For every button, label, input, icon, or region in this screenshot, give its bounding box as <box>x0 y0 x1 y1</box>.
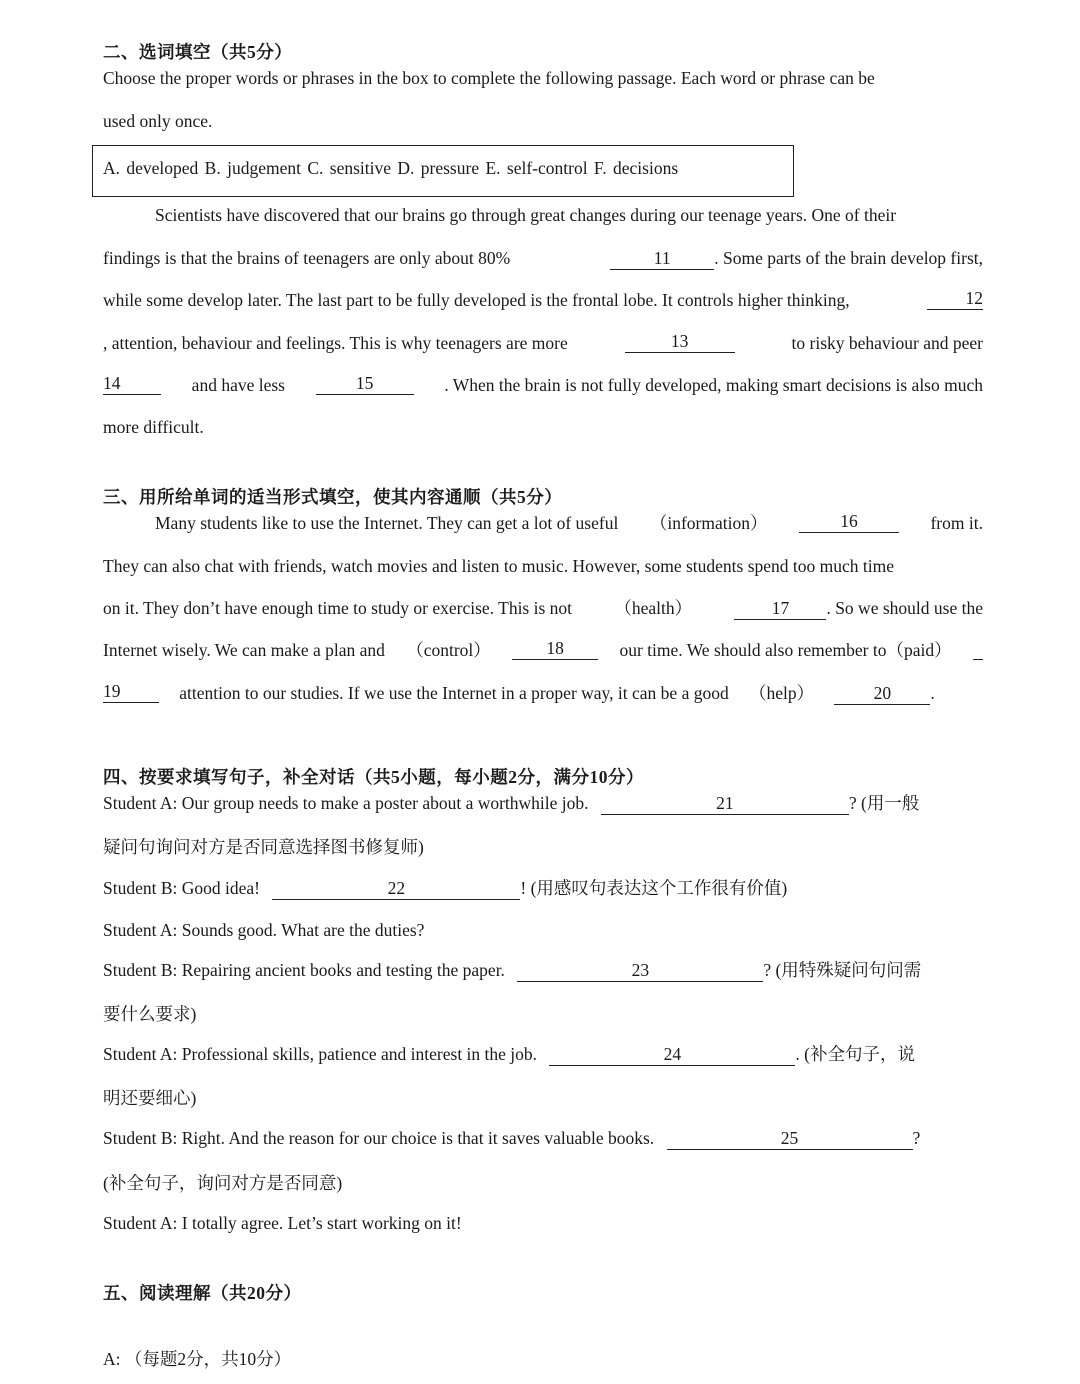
dialogue-line <box>103 791 983 815</box>
passage-line <box>103 373 983 397</box>
section-3-heading: 三、用所给单词的适当形式填空，使其内容通顺（共5分） <box>103 487 563 507</box>
blank-19-start[interactable] <box>973 638 983 660</box>
passage-text: while some develop later. The last part to be fully developed is the frontal lobe. It controls higher thinking, <box>103 290 850 310</box>
passage-line <box>103 246 983 270</box>
passage-text: . Some parts of the brain develop first, <box>714 248 983 268</box>
dialogue-hint-cont: 疑问句询问对方是否同意选择图书修复师) <box>103 837 424 857</box>
blank-15[interactable]: 15 <box>316 373 414 395</box>
passage-text: from it. <box>930 513 983 533</box>
blank-24[interactable]: 24 <box>549 1044 795 1066</box>
word-hint: （help） <box>748 683 815 703</box>
passage-text: on it. They don’t have enough time to study or exercise. This is not <box>103 598 573 618</box>
word-box-options: A. developed B. judgement C. sensitive D. pressure E. self-control F. decisions <box>103 158 679 178</box>
passage-line: They can also chat with friends, watch movies and listen to music. However, some students spend too much time <box>103 556 895 576</box>
dialogue-hint-cont: 明还要细心) <box>103 1088 197 1108</box>
passage-text: attention to our studies. If we use the Internet in a proper way, it can be a good <box>179 683 729 703</box>
passage-text: . When the brain is not fully developed, making smart decisions is also much <box>444 375 983 395</box>
blank-20[interactable]: 20 <box>834 683 930 705</box>
blank-14[interactable]: 14 <box>103 373 161 395</box>
blank-21[interactable]: 21 <box>601 793 849 815</box>
blank-16[interactable]: 16 <box>799 511 899 533</box>
dialogue-line <box>103 1042 983 1066</box>
dialogue-text: Student A: Professional skills, patience and interest in the job. <box>103 1044 538 1064</box>
passage-text: findings is that the brains of teenagers are only about 80% <box>103 248 511 268</box>
passage-text: , attention, behaviour and feelings. This is why teenagers are more <box>103 333 568 353</box>
dialogue-hint-cont: (补全句子，询问对方是否同意) <box>103 1173 343 1193</box>
dialogue-text: Student B: Right. And the reason for our choice is that it saves valuable books. <box>103 1128 655 1148</box>
word-hint: （control） <box>406 640 491 660</box>
section-2-instruction-cont: used only once. <box>103 111 213 131</box>
passage-line <box>103 681 983 705</box>
dialogue-text: Student B: Good idea! <box>103 878 260 898</box>
word-box <box>92 145 794 197</box>
passage-line <box>103 596 983 620</box>
blank-12[interactable]: 12 <box>927 288 983 310</box>
dialogue-line <box>103 876 983 900</box>
passage-line <box>103 331 983 355</box>
dialogue-line: Student A: I totally agree. Let’s start working on it! <box>103 1213 462 1233</box>
dialogue-hint: . (补全句子，说 <box>795 1044 915 1064</box>
passage-text: to risky behaviour and peer <box>791 333 983 353</box>
dialogue-hint: ? <box>912 1128 921 1148</box>
blank-23[interactable]: 23 <box>517 960 763 982</box>
dialogue-line <box>103 1126 983 1150</box>
blank-25[interactable]: 25 <box>667 1128 913 1150</box>
dialogue-line <box>103 958 983 982</box>
passage-text: Internet wisely. We can make a plan and <box>103 640 385 660</box>
section-2-heading: 二、选词填空（共5分） <box>103 42 293 62</box>
passage-text: Many students like to use the Internet. They can get a lot of useful <box>155 513 619 533</box>
passage-line <box>103 638 983 662</box>
passage-line <box>103 288 983 312</box>
dialogue-text: Student A: Our group needs to make a poster about a worthwhile job. <box>103 793 589 813</box>
blank-13[interactable]: 13 <box>625 331 735 353</box>
passage-text: and have less <box>191 375 285 395</box>
section-5-heading: 五、阅读理解（共20分） <box>103 1283 302 1303</box>
passage-line: Scientists have discovered that our brains go through great changes during our teenage years. One of their <box>155 205 897 225</box>
dialogue-text: Student B: Repairing ancient books and testing the paper. <box>103 960 505 980</box>
blank-18[interactable]: 18 <box>512 638 598 660</box>
dialogue-hint: ! (用感叹句表达这个工作很有价值) <box>520 878 788 898</box>
dialogue-hint: ? (用特殊疑问句问需 <box>763 960 922 980</box>
passage-text: . So we should use the <box>826 598 983 618</box>
dialogue-hint: ? (用一般 <box>848 793 920 813</box>
section-4-heading: 四、按要求填写句子，补全对话（共5小题，每小题2分，满分10分） <box>103 767 644 787</box>
passage-line: more difficult. <box>103 417 204 437</box>
blank-22[interactable]: 22 <box>272 878 520 900</box>
blank-11[interactable]: 11 <box>610 248 714 270</box>
passage-text: . <box>930 683 935 703</box>
word-hint: （health） <box>614 598 693 618</box>
section-5-part-a: A: （每题2分，共10分） <box>103 1349 292 1369</box>
blank-19[interactable]: 19 <box>103 681 159 703</box>
passage-text: our time. We should also remember to（paid） <box>619 640 952 660</box>
section-2-instruction: Choose the proper words or phrases in the box to complete the following passage. Each word or phrase can be <box>103 68 875 88</box>
word-hint: （information） <box>649 513 768 533</box>
blank-17[interactable]: 17 <box>734 598 826 620</box>
dialogue-line: Student A: Sounds good. What are the duties? <box>103 920 425 940</box>
passage-line <box>155 511 983 535</box>
dialogue-hint-cont: 要什么要求) <box>103 1004 197 1024</box>
